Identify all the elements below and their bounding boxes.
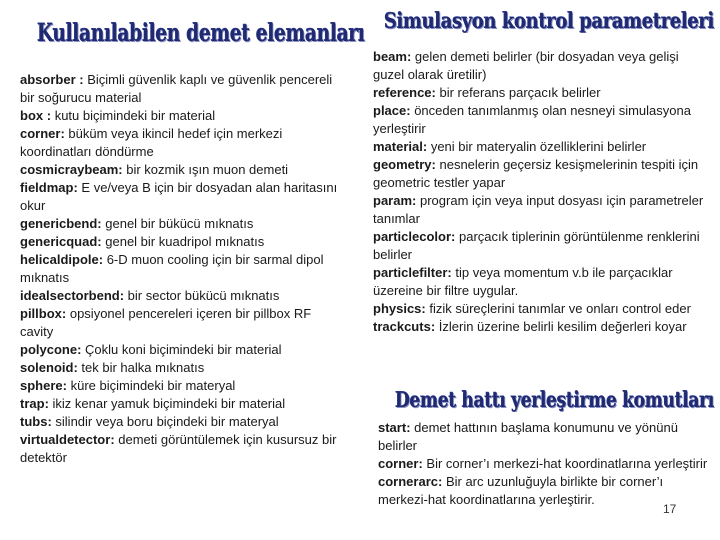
definition-term: particlefilter	[373, 265, 448, 280]
definition-item	[20, 359, 338, 377]
definition-item	[20, 179, 338, 215]
definition-text: parçacık tiplerinin görüntülenme renklerini belirler	[373, 229, 700, 262]
definition-text: opsiyonel pencereleri içeren bir pillbox RF cavity	[20, 306, 312, 339]
definition-text: 6-D muon cooling için bir sarmal dipol mıknatıs	[20, 252, 324, 285]
definition-item	[20, 413, 338, 431]
definition-text: gelen demeti belirler (bir dosyadan veya gelişi guzel olarak üretilir)	[373, 49, 679, 82]
definition-term: polycone	[20, 342, 78, 357]
definition-text: Bir arc uzunluğuyla birlikte bir corner’ı merkezi-hat koordinatlarına yerleştirir.	[378, 474, 664, 507]
heading-simulation-parameters: Simulasyon kontrol parametreleri	[384, 8, 715, 33]
definition-text: demeti görüntülemek için kusursuz bir detektör	[20, 432, 337, 465]
definition-separator: :	[118, 162, 127, 177]
definition-text: büküm veya ikincil hedef için merkezi koordinatları döndürme	[20, 126, 283, 159]
heading-available-elements: Kullanılabilen demet elemanları	[37, 18, 365, 47]
definition-item	[373, 300, 705, 318]
definition-text: genel bir bükücü mıknatıs	[105, 216, 254, 231]
definition-separator: :	[406, 420, 415, 435]
definition-text: kutu biçimindeki bir material	[54, 108, 216, 123]
definition-term: trackcuts	[373, 319, 431, 334]
definition-item	[20, 395, 338, 413]
definition-item	[20, 431, 338, 467]
definition-separator: :	[451, 229, 459, 244]
definition-separator: :	[44, 396, 53, 411]
definition-item	[373, 102, 705, 138]
definition-item	[20, 341, 338, 359]
definition-text: genel bir kuadripol mıknatıs	[105, 234, 265, 249]
definition-item	[20, 107, 338, 125]
available-elements-list	[20, 71, 338, 467]
definition-term: corner	[378, 456, 419, 471]
definition-term: solenoid	[20, 360, 74, 375]
definition-text: Bir corner’ı merkezi-hat koordinatlarına yerleştirir	[426, 456, 708, 471]
definition-item	[20, 305, 338, 341]
definition-text: Biçimli güvenlik kaplı ve güvenlik pencereli bir soğurucu material	[20, 72, 333, 105]
definition-separator: :	[406, 49, 415, 64]
definition-term: genericbend	[20, 216, 98, 231]
definition-separator: :	[447, 265, 456, 280]
definition-term: sphere	[20, 378, 63, 393]
definition-term: particlecolor	[373, 229, 452, 244]
definition-term: fieldmap	[20, 180, 74, 195]
definition-separator: :	[97, 234, 106, 249]
definition-text: demet hattının başlama konumunu ve yönünü belirler	[378, 420, 678, 453]
definition-text: İzlerin üzerine belirli kesilim değerleri koyar	[438, 319, 687, 334]
definition-separator: :	[75, 72, 88, 87]
definition-separator: :	[62, 378, 71, 393]
definition-term: physics	[373, 301, 422, 316]
definition-term: tubs	[20, 414, 48, 429]
definition-item	[373, 228, 705, 264]
definition-term: beam	[373, 49, 407, 64]
definition-term: start	[378, 420, 407, 435]
definition-term: helicaldipole	[20, 252, 99, 267]
definition-item	[20, 233, 338, 251]
beamline-commands-list	[378, 419, 710, 509]
definition-separator: :	[60, 126, 69, 141]
definition-separator: :	[61, 306, 70, 321]
definition-text: fizik süreçlerini tanımlar ve onları control eder	[429, 301, 691, 316]
definition-term: cornerarc	[378, 474, 438, 489]
definition-term: absorber	[20, 72, 76, 87]
page-number: 17	[663, 502, 677, 516]
definition-separator: :	[119, 288, 128, 303]
definition-item	[20, 161, 338, 179]
definition-separator: :	[97, 216, 106, 231]
definition-separator: :	[73, 180, 82, 195]
definition-item	[20, 377, 338, 395]
definition-item	[378, 419, 710, 455]
definition-term: material	[373, 139, 423, 154]
definition-text: önceden tanımlanmış olan nesneyi simulasyona yerleştirir	[373, 103, 691, 136]
definition-term: pillbox	[20, 306, 62, 321]
definition-separator: :	[431, 157, 440, 172]
definition-term: reference	[373, 85, 432, 100]
definition-text: tip veya momentum v.b ile parçacıklar üzereine bir filtre uygular.	[373, 265, 673, 298]
definition-text: küre biçimindeki bir materyal	[70, 378, 236, 393]
definition-term: geometry	[373, 157, 432, 172]
definition-term: idealsectorbend	[20, 288, 120, 303]
definition-text: E ve/veya B için bir dosyadan alan haritasını okur	[20, 180, 338, 213]
definition-separator: :	[418, 456, 427, 471]
simulation-parameters-list	[373, 48, 705, 336]
definition-text: bir sector bükücü mıknatıs	[127, 288, 280, 303]
definition-item	[378, 455, 710, 473]
definition-text: program için veya input dosyası için parametreler tanımlar	[373, 193, 704, 226]
definition-separator: :	[437, 474, 446, 489]
definition-term: param	[373, 193, 413, 208]
definition-separator: :	[422, 139, 431, 154]
definition-item	[373, 318, 705, 336]
definition-separator: :	[110, 432, 119, 447]
definition-term: box	[20, 108, 44, 123]
definition-separator: :	[412, 193, 420, 208]
definition-text: nesnelerin geçersiz kesişmelerinin tespiti için geometric testler yapar	[373, 157, 699, 190]
definition-term: genericquad	[20, 234, 98, 249]
definition-item	[373, 84, 705, 102]
definition-text: ikiz kenar yamuk biçimindeki bir material	[52, 396, 286, 411]
definition-term: trap	[20, 396, 45, 411]
definition-text: yeni bir materyalin özelliklerini belirler	[430, 139, 647, 154]
definition-text: Çoklu koni biçimindeki bir material	[85, 342, 282, 357]
definition-separator: :	[98, 252, 107, 267]
definition-item	[20, 215, 338, 233]
definition-separator: :	[430, 319, 439, 334]
definition-separator: :	[77, 342, 86, 357]
definition-separator: :	[73, 360, 82, 375]
definition-separator: :	[421, 301, 430, 316]
definition-separator: :	[431, 85, 440, 100]
definition-item	[20, 71, 338, 107]
definition-text: tek bir halka mıknatıs	[81, 360, 205, 375]
definition-separator: :	[43, 108, 55, 123]
definition-item	[20, 287, 338, 305]
heading-beamline-commands: Demet hattı yerleştirme komutları	[395, 387, 715, 412]
definition-term: place	[373, 103, 407, 118]
definition-term: virtualdetector	[20, 432, 111, 447]
definition-text: bir kozmik ışın muon demeti	[126, 162, 289, 177]
definition-term: cosmicraybeam	[20, 162, 119, 177]
definition-item	[378, 473, 710, 509]
definition-separator: :	[406, 103, 415, 118]
definition-item	[20, 125, 338, 161]
definition-item	[373, 264, 705, 300]
definition-text: silindir veya boru biçindeki bir materyal	[55, 414, 279, 429]
definition-separator: :	[47, 414, 56, 429]
definition-item	[373, 138, 705, 156]
definition-item	[20, 251, 338, 287]
definition-item	[373, 156, 705, 192]
definition-term: corner	[20, 126, 61, 141]
definition-text: bir referans parçacık belirler	[439, 85, 601, 100]
definition-item	[373, 192, 705, 228]
definition-item	[373, 48, 705, 84]
